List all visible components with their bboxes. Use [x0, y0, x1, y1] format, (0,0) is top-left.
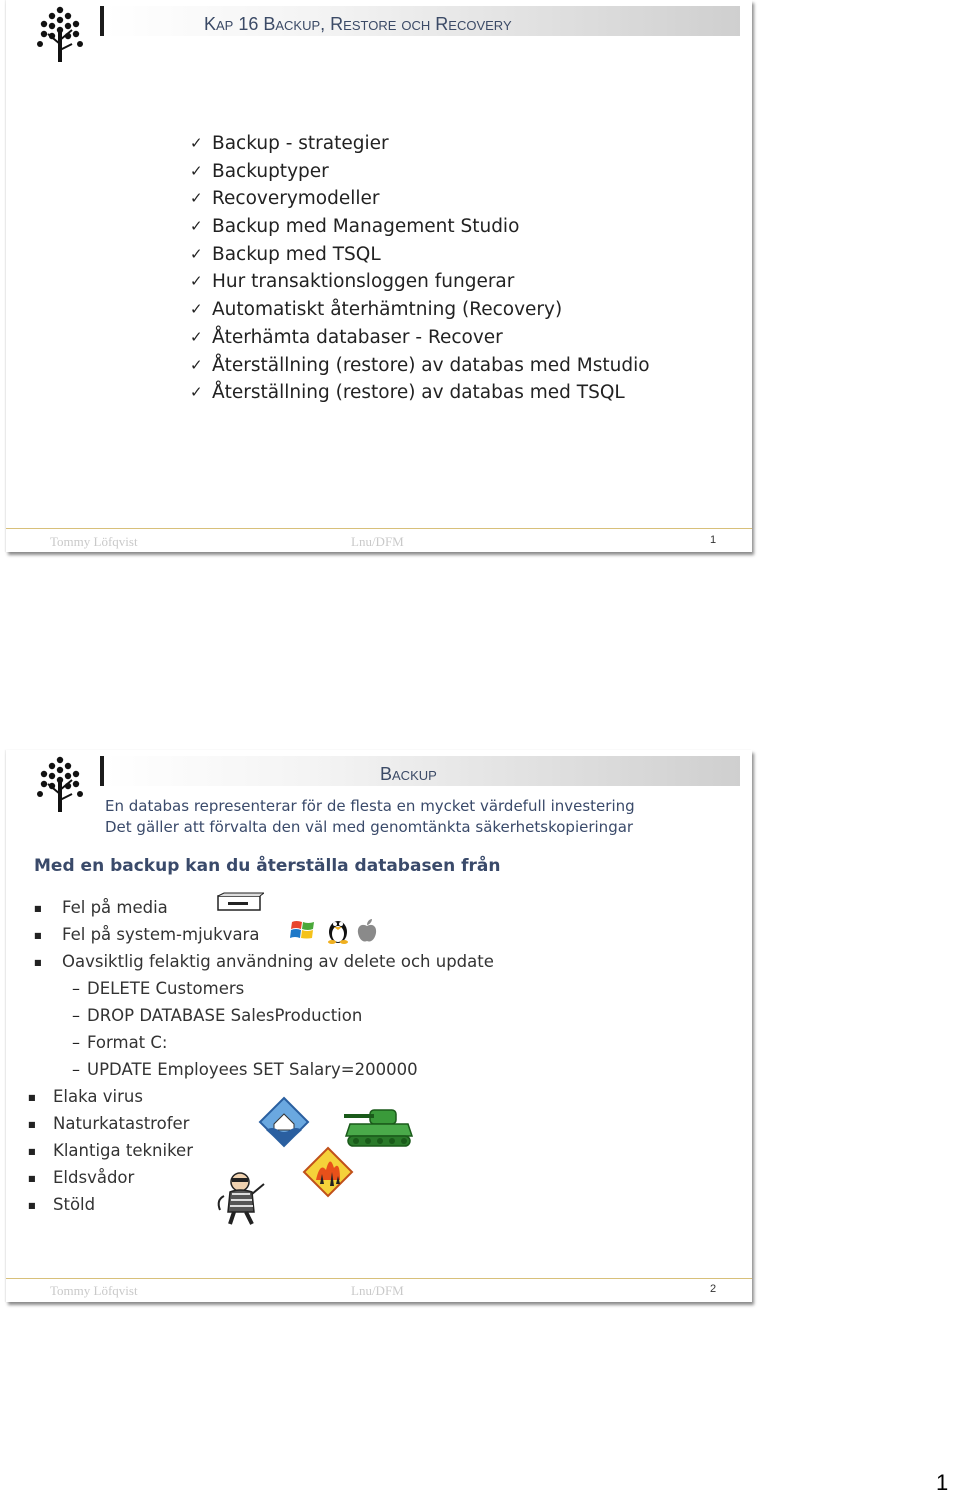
bullet-item: Elaka virus — [53, 1087, 143, 1106]
bullet-item: Naturkatastrofer — [53, 1114, 190, 1133]
page-number: 1 — [936, 1470, 949, 1495]
bullet-icon: ■ — [34, 904, 42, 913]
check-icon: ✓ — [190, 327, 203, 346]
disk-drive-icon — [214, 892, 264, 916]
title-bar — [100, 756, 740, 786]
slide-number: 2 — [710, 1283, 717, 1295]
list-item: ✓ Backup med Management Studio — [190, 213, 650, 241]
slide-number: 1 — [710, 534, 717, 546]
sub-item: Format C: — [87, 1033, 168, 1052]
footer-org: Lnu/DFM — [351, 534, 404, 549]
check-icon: ✓ — [190, 272, 203, 291]
list-item: ✓ Backuptyper — [190, 158, 650, 186]
linux-penguin-icon — [326, 916, 350, 944]
footer-divider — [6, 528, 752, 529]
list-item: ✓ Automatiskt återhämtning (Recovery) — [190, 296, 650, 324]
sub-item: DELETE Customers — [87, 979, 245, 998]
title-bar — [100, 6, 740, 36]
bullet-icon: ■ — [34, 958, 42, 967]
list-item: ✓ Backup - strategier — [190, 130, 650, 158]
list-item: ✓ Recoverymodeller — [190, 185, 650, 213]
list-item: ✓ Hur transaktionsloggen fungerar — [190, 268, 650, 296]
bullet-icon: ■ — [28, 1147, 36, 1156]
slide-title: Kap 16 Backup, Restore och Recovery — [204, 14, 512, 34]
dash-icon: – — [72, 1033, 80, 1052]
check-icon: ✓ — [190, 355, 203, 374]
dash-icon: – — [72, 1060, 80, 1079]
windows-icon — [290, 918, 316, 942]
bullet-item: Fel på media — [62, 898, 168, 917]
dash-icon: – — [72, 1006, 80, 1025]
check-icon: ✓ — [190, 134, 203, 152]
bullet-item: Fel på system-mjukvara — [62, 925, 260, 944]
bullet-item: Stöld — [53, 1195, 96, 1214]
check-icon: ✓ — [190, 244, 203, 263]
tree-logo-icon — [34, 4, 86, 64]
bullet-icon: ■ — [34, 931, 42, 940]
footer-author: Tommy Löfqvist — [50, 1283, 138, 1298]
sub-item: DROP DATABASE SalesProduction — [87, 1006, 363, 1025]
footer-org: Lnu/DFM — [351, 1283, 404, 1298]
subheading: Med en backup kan du återställa databasen från — [34, 856, 501, 876]
list-item: ✓ Återställning (restore) av databas med TSQL — [190, 379, 650, 407]
apple-icon — [356, 918, 378, 944]
list-item: ✓ Återhämta databaser - Recover — [190, 324, 650, 352]
slide-2 — [6, 750, 752, 1302]
intro-line: Det gäller att förvalta den väl med genomtänkta säkerhetskopieringar — [105, 818, 634, 836]
bullet-icon: ■ — [28, 1201, 36, 1210]
check-icon: ✓ — [190, 161, 203, 180]
topic-list — [190, 130, 650, 407]
slide-title: Backup — [380, 764, 437, 784]
slide-1 — [6, 0, 752, 552]
flood-house-icon — [258, 1096, 310, 1148]
forest-fire-icon — [302, 1146, 354, 1198]
bullet-icon: ■ — [28, 1120, 36, 1129]
intro-line: En databas representerar för de flesta en mycket värdefull investering — [105, 797, 635, 815]
dash-icon: – — [72, 979, 80, 998]
bullet-item: Klantiga tekniker — [53, 1141, 193, 1160]
check-icon: ✓ — [190, 383, 203, 402]
check-icon: ✓ — [190, 300, 203, 319]
bullet-item: Oavsiktlig felaktig användning av delete och update — [62, 952, 494, 971]
footer-divider — [6, 1278, 752, 1279]
tree-logo-icon — [34, 754, 86, 814]
burglar-icon — [212, 1170, 272, 1226]
list-item: ✓ Backup med TSQL — [190, 241, 650, 269]
bullet-icon: ■ — [28, 1174, 36, 1183]
check-icon: ✓ — [190, 217, 203, 236]
bullet-icon: ■ — [28, 1093, 36, 1102]
bullet-item: Eldsvådor — [53, 1168, 135, 1187]
check-icon: ✓ — [190, 189, 203, 208]
tank-icon — [342, 1102, 414, 1150]
list-item: ✓ Återställning (restore) av databas med Mstudio — [190, 352, 650, 380]
sub-item: UPDATE Employees SET Salary=200000 — [87, 1060, 418, 1079]
footer-author: Tommy Löfqvist — [50, 534, 138, 549]
